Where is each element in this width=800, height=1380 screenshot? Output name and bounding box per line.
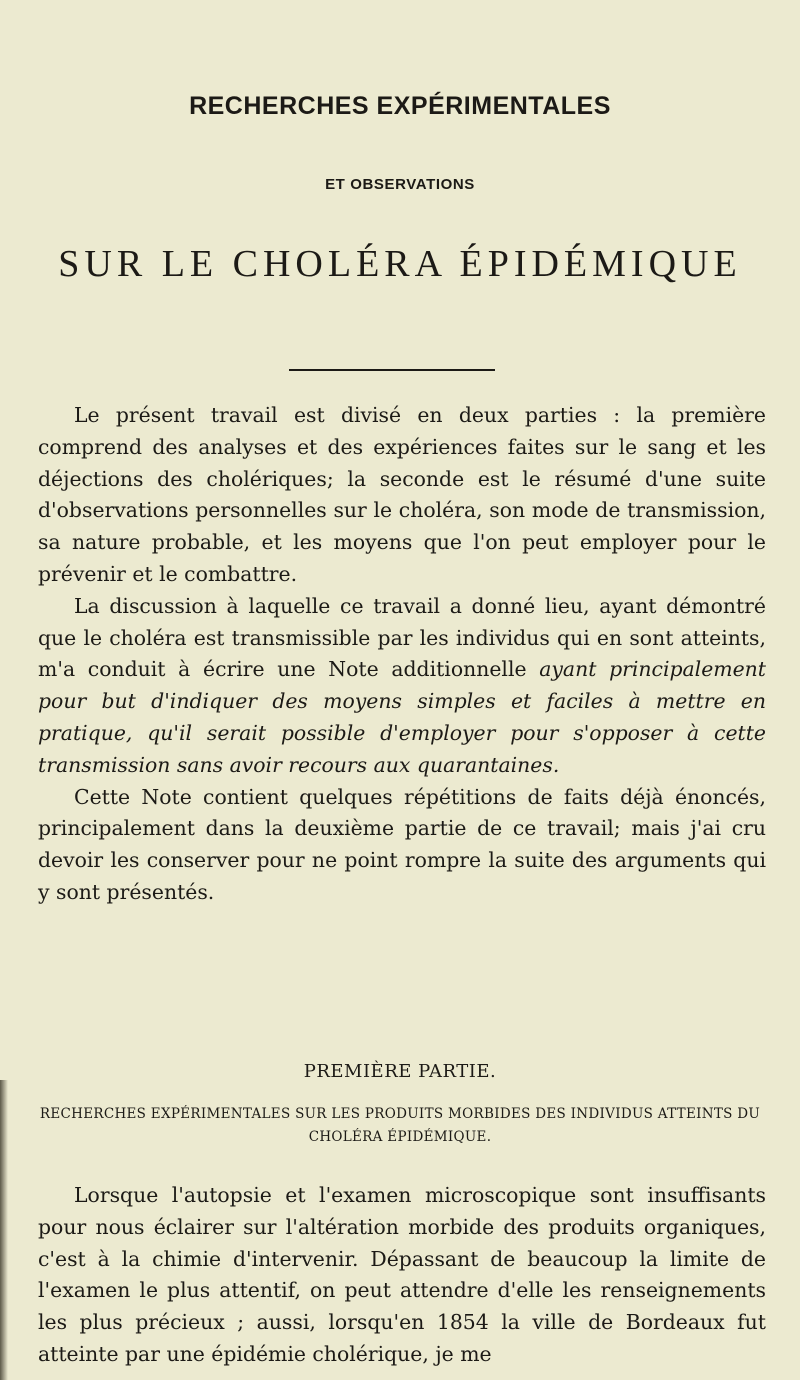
title-line-3: SUR LE CHOLÉRA ÉPIDÉMIQUE bbox=[58, 243, 742, 285]
binding-shadow bbox=[0, 1080, 8, 1380]
part-subtitle: RECHERCHES EXPÉRIMENTALES SUR LES PRODUITS MORBIDES DES INDIVIDUS ATTEINTS DU CHOLÉRA ÉPIDÉMIQUE. bbox=[39, 1106, 761, 1145]
title-line-1: RECHERCHES EXPÉRIMENTALES bbox=[189, 92, 611, 120]
intro-paragraph-3: Cette Note contient quelques répétitions de faits déjà énoncés, principalement dans la deuxième partie de ce travail; mais j'ai cru devoir les conserver pour ne point rompre la suite des arguments qui y sont présentés. bbox=[38, 784, 766, 904]
intro-paragraph-1: Le présent travail est divisé en deux parties : la première comprend des analyses et des expériences faites sur le sang et les déjections des cholériques; la seconde est le résumé d'une suite d'observations personnelles sur le choléra, son mode de transmission, sa nature probable, et les moyens que l'on peut employer pour le prévenir et le combattre. bbox=[38, 403, 766, 586]
part-text bbox=[38, 1180, 766, 1371]
intro-text bbox=[38, 400, 766, 909]
intro-paragraph-2-text: La discussion à laquelle ce travail a donné lieu, ayant démontré que le choléra est transmissible par les individus qui en sont atteints, m'a conduit à écrire une Note additionnelle bbox=[38, 593, 766, 682]
part-paragraph-1: Lorsque l'autopsie et l'examen microscopique sont insuffisants pour nous éclairer sur l'altération morbide des produits organiques, c'est à la chimie d'intervenir. Dépassant de beaucoup la limite de l'examen le plus attentif, on peut attendre d'elle les renseignements les plus précieux ; aussi, lorsqu'en 1854 la ville de Bordeaux fut atteinte par une épidémie cholérique, je me bbox=[38, 1183, 766, 1366]
title-line-2: ET OBSERVATIONS bbox=[325, 176, 475, 193]
intro-paragraph-2-italic: ayant principalement pour but d'indiquer des moyens simples et faciles à mettre en pratique, qu'il serait possible d'employer pour s'opposer à cette transmission sans avoir recours aux quarantaines. bbox=[38, 657, 766, 777]
intro-paragraph-2 bbox=[38, 591, 766, 782]
part-title: PREMIÈRE PARTIE. bbox=[303, 1061, 497, 1082]
title-divider bbox=[289, 369, 495, 371]
